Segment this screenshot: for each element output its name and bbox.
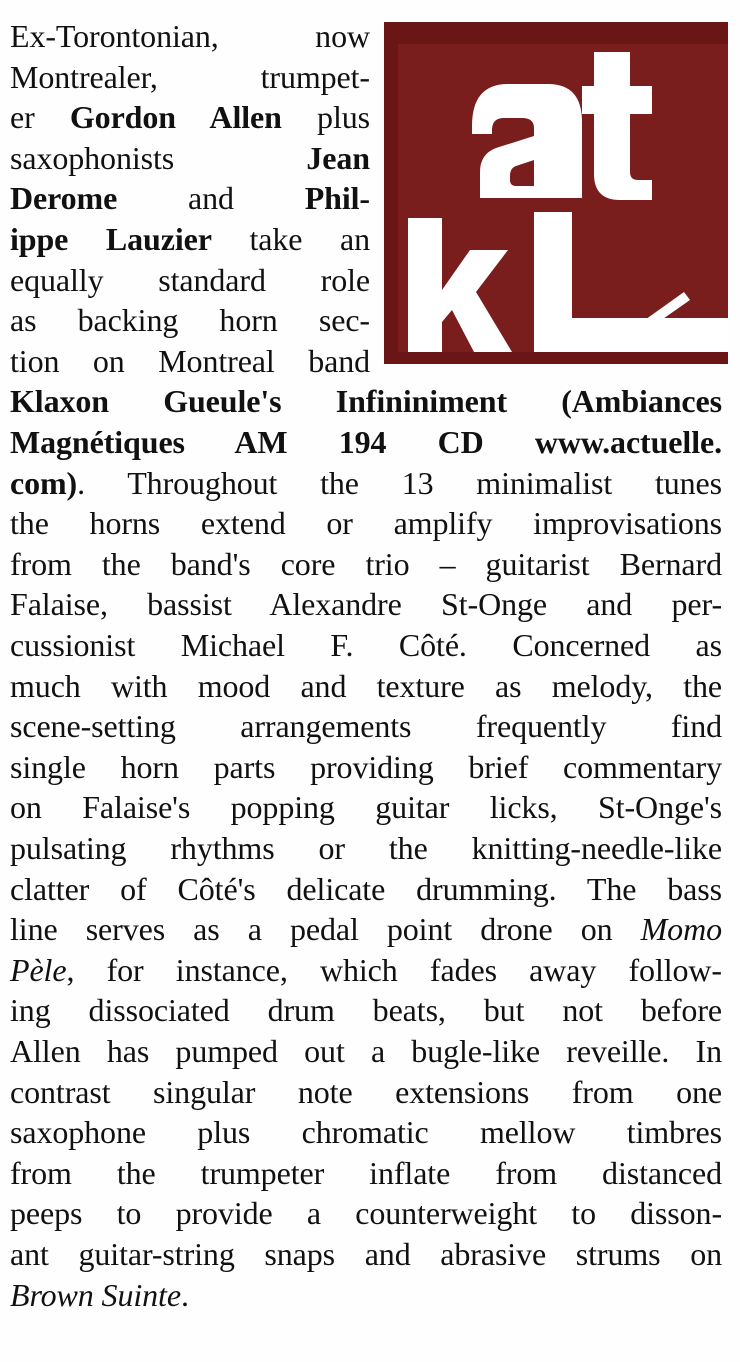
review-bold-run: Phil- [304,180,370,217]
review-text-run: tion on Montreal band [10,342,370,379]
album-cover-image [384,22,728,364]
review-text-run: on Falaise's popping guitar licks, St-Onge's [10,789,722,826]
review-line [10,546,722,583]
review-italic-run: Momo [640,911,722,948]
review-text-run: saxophone plus chromatic mellow timbres [10,1114,722,1151]
review-text-run: scene-setting arrangements frequently find [10,708,722,745]
review-bold-run: Magnétiques AM 194 CD www.actuelle. [10,424,722,460]
review-bold-run: Derome [10,180,118,217]
review-text-run: plus [281,99,370,136]
review-line [10,343,370,380]
review-text-run: Ex-Torontonian, now [10,18,370,54]
review-line [10,1236,722,1273]
review-bold-run: ippe Lauzier [10,221,212,257]
review-line [10,992,722,1029]
review-text-run: much with mood and texture as melody, the [10,667,722,704]
review-text-run: . [180,1276,189,1313]
review-text-run: . Throughout the 13 minimalist tunes [77,464,722,501]
review-line [10,1114,722,1151]
album-cover-art [384,22,728,364]
review-line [10,180,370,217]
review-line [10,1195,722,1232]
review-text-run: contrast singular note extensions from one [10,1073,722,1110]
review-italic-run: Brown Suinte [10,1276,181,1313]
review-line [10,911,722,948]
review-text-run: take an [211,221,370,257]
review-line [10,465,722,502]
review-line [10,749,722,786]
review-text-run: equally standard role [10,261,370,298]
review-line [10,952,722,989]
review-line [10,830,722,867]
review-line [10,221,370,258]
review-line [10,1074,722,1111]
review-line [10,1277,722,1314]
review-line [10,59,370,96]
review-line [10,1033,722,1070]
review-line [10,586,722,623]
review-line [10,1155,722,1192]
review-text-run: Montrealer, trumpet- [10,58,370,95]
review-line [10,668,722,705]
review-text-run: and [117,180,305,217]
review-bold-run: Klaxon Gueule's Infininiment (Ambiances [10,383,722,420]
review-line [10,302,370,339]
review-text-run: single horn parts providing brief commentary [10,748,722,785]
review-text-run: Allen has pumped out a bugle-like reveille. In [10,1033,722,1069]
review-text-run: from the band's core trio – guitarist Bernard [10,545,722,582]
review-text-run: peeps to provide a counterweight to disson- [10,1195,722,1232]
review-bold-run: com) [10,464,78,501]
review-bold-run: Jean [306,139,370,176]
review-line [10,627,722,664]
review-text-run: clatter of Côté's delicate drumming. The bass [10,870,722,907]
review-line [10,505,722,542]
review-text-run: ant guitar-string snaps and abrasive strums on [10,1236,722,1272]
review-text-run: saxophonists [10,139,307,176]
review-text-run: from the trumpeter inflate from distanced [10,1154,722,1191]
review-line [10,708,722,745]
review-line [10,424,722,461]
review-text-run: as backing horn sec- [10,302,370,339]
review-line [10,383,722,420]
review-text-run: line serves as a pedal point drone on [10,911,641,948]
review-italic-run: Pèle [10,951,67,988]
review-text-run: ing dissociated drum beats, but not before [10,992,722,1029]
review-text-run: er [10,99,70,136]
review-text-run: cussionist Michael F. Côté. Concerned as [10,627,722,663]
review-text-run: , for instance, which fades away follow- [66,951,722,988]
review-line [10,140,370,177]
review-bold-run: Gordon Allen [69,99,282,136]
review-line [10,99,370,136]
review-line [10,789,722,826]
review-line [10,871,722,908]
review-text-run: the horns extend or amplify improvisations [10,505,722,542]
review-text-run: pulsating rhythms or the knitting-needle-like [10,830,722,866]
review-line [10,18,370,55]
review-line [10,262,370,299]
review-text-run: Falaise, bassist Alexandre St-Onge and per- [10,586,722,623]
